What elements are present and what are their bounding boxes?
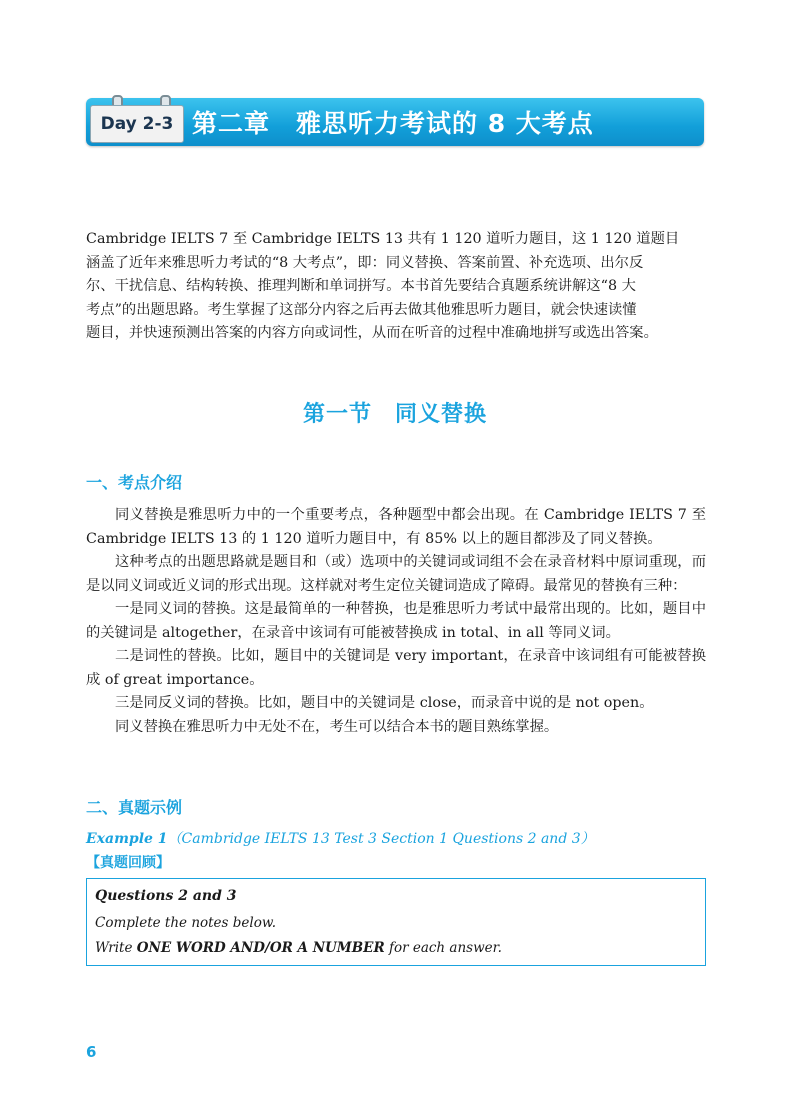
body-paragraph: 一是同义词的替换。这是最简单的一种替换，也是雅思听力考试中最常出现的。比如，题目中的关键词是 altogether，在录音中该词有可能被替换成 in total、in all 等同义词。	[86, 601, 706, 641]
page-number: 6	[86, 1043, 97, 1061]
part1-body	[86, 504, 706, 739]
intro-line: 涵盖了近年来雅思听力考试的“8 大考点”，即：同义替换、答案前置、补充选项、出尔反	[86, 254, 644, 271]
part2-heading: 二、真题示例	[86, 798, 183, 817]
instruction-line	[95, 940, 502, 956]
body-paragraph: 三是同反义词的替换。比如，题目中的关键词是 close，而录音中说的是 not open。	[115, 695, 654, 711]
example-source: （Cambridge IELTS 13 Test 3 Section 1 Questions 2 and 3）	[167, 831, 595, 847]
instruction-line: Complete the notes below.	[95, 915, 277, 931]
intro-paragraph	[86, 228, 706, 346]
intro-line: 尔、干扰信息、结构转换、推理判断和单词拼写。本书首先要结合真题系统讲解这“8 大	[86, 278, 636, 294]
body-paragraph: 同义替换是雅思听力中的一个重要考点，各种题型中都会出现。在 Cambridge IELTS 7 至 Cambridge IELTS 13 的 1 120 道听力题目中，有 85% 以上的题目都涉及了同义替换。	[86, 507, 706, 547]
question-box	[86, 878, 706, 966]
review-label: 【真题回顾】	[86, 855, 170, 871]
instruction-suffix: for each answer.	[384, 940, 502, 956]
chapter-title: 第二章 雅思听力考试的 8 大考点	[192, 109, 594, 138]
instruction-prefix: Write	[95, 940, 137, 956]
intro-line: Cambridge IELTS 7 至 Cambridge IELTS 13 共有 1 120 道听力题目，这 1 120 道题目	[86, 231, 680, 247]
body-paragraph: 二是词性的替换。比如，题目中的关键词是 very important，在录音中该词组有可能被替换成 of great importance。	[86, 648, 706, 688]
intro-line: 考点”的出题思路。考生掌握了这部分内容之后再去做其他雅思听力题目，就会快速读懂	[86, 301, 637, 318]
day-tag: Day 2-3	[90, 105, 184, 143]
section-title: 第一节 同义替换	[302, 402, 487, 427]
part1-heading: 一、考点介绍	[86, 473, 183, 492]
instruction-emphasis: ONE WORD AND/OR A NUMBER	[136, 940, 385, 956]
body-paragraph: 同义替换在雅思听力中无处不在，考生可以结合本书的题目熟练掌握。	[115, 718, 559, 735]
example-caption	[86, 828, 706, 848]
body-paragraph: 这种考点的出题思路就是题目和（或）选项中的关键词或词组不会在录音材料中原词重现，而是以同义词或近义词的形式出现。这样就对考生定位关键词造成了障碍。最常见的替换有三种：	[86, 554, 706, 594]
example-label: Example 1	[86, 831, 168, 847]
intro-line: 题目，并快速预测出答案的内容方向或词性，从而在听音的过程中准确地拼写或选出答案。	[86, 325, 658, 341]
question-title: Questions 2 and 3	[95, 888, 237, 904]
